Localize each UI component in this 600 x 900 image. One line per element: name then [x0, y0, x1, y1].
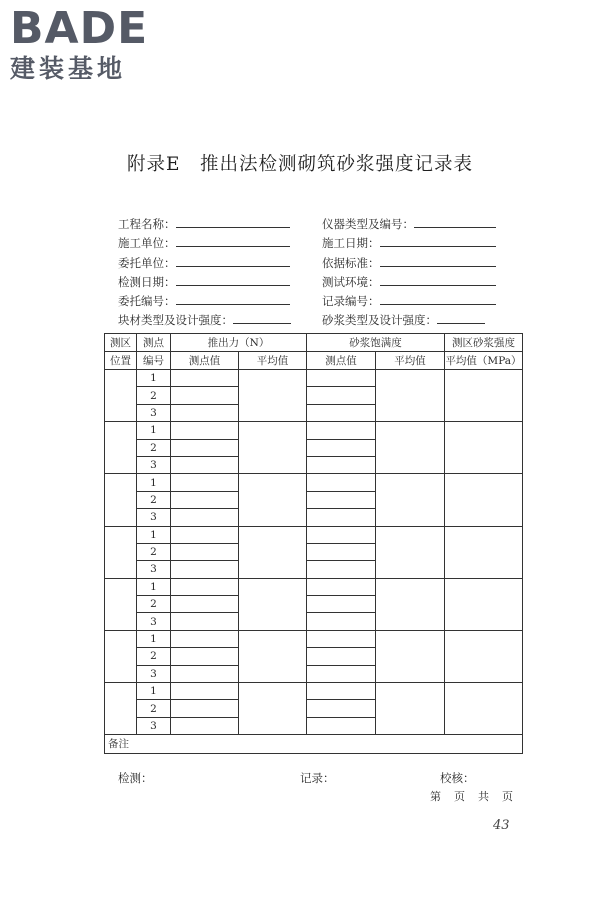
point-number-cell: 1 — [137, 630, 171, 647]
field-label: 施工单位： — [118, 236, 176, 250]
push-point-value-cell — [171, 648, 239, 665]
sat-point-value-cell — [307, 665, 376, 682]
sat-point-value-cell — [307, 474, 376, 491]
sat-point-value-cell — [307, 683, 376, 700]
blank-line — [176, 294, 290, 305]
field-label: 委托单位： — [118, 256, 176, 270]
push-point-value-cell — [171, 404, 239, 421]
strength-average-cell — [445, 630, 523, 682]
field-label: 委托编号： — [118, 294, 176, 308]
sat-average-cell — [376, 683, 445, 735]
table-row — [105, 630, 523, 647]
header-strength-average: 平均值（MPa） — [445, 352, 523, 370]
field-label: 仪器类型及编号： — [322, 217, 414, 231]
point-number-cell: 3 — [137, 717, 171, 734]
point-number-cell: 3 — [137, 613, 171, 630]
header-point: 测点 — [137, 334, 171, 352]
blank-line — [176, 236, 290, 247]
point-number-cell: 3 — [137, 404, 171, 421]
strength-average-cell — [445, 422, 523, 474]
sat-point-value-cell — [307, 700, 376, 717]
sat-point-value-cell — [307, 387, 376, 404]
strength-average-cell — [445, 578, 523, 630]
page-title: 附录E 推出法检测砌筑砂浆强度记录表 — [126, 154, 473, 175]
header-sat-point-value: 测点值 — [307, 352, 376, 370]
blank-line — [380, 294, 496, 305]
point-number-cell: 1 — [137, 683, 171, 700]
field-project-name — [118, 217, 290, 231]
logo-subtitle: 建装基地 — [10, 54, 127, 83]
push-point-value-cell — [171, 596, 239, 613]
push-point-value-cell — [171, 717, 239, 734]
push-average-cell — [239, 578, 307, 630]
sat-point-value-cell — [307, 439, 376, 456]
sat-average-cell — [376, 370, 445, 422]
field-label: 记录编号： — [322, 294, 380, 308]
push-point-value-cell — [171, 578, 239, 595]
point-number-cell: 1 — [137, 422, 171, 439]
sat-point-value-cell — [307, 404, 376, 421]
sat-point-value-cell — [307, 596, 376, 613]
zone-position-cell — [105, 683, 137, 735]
sat-point-value-cell — [307, 543, 376, 560]
push-point-value-cell — [171, 370, 239, 387]
point-number-cell: 3 — [137, 665, 171, 682]
table-row — [105, 578, 523, 595]
table-row — [105, 474, 523, 491]
field-label: 依据标准： — [322, 256, 380, 270]
zone-position-cell — [105, 474, 137, 526]
remark-row — [105, 735, 523, 754]
sat-point-value-cell — [307, 717, 376, 734]
field-block-type — [118, 313, 291, 327]
strength-average-cell — [445, 526, 523, 578]
point-number-cell: 2 — [137, 491, 171, 508]
blank-line — [233, 313, 291, 324]
point-number-cell: 1 — [137, 474, 171, 491]
push-point-value-cell — [171, 630, 239, 647]
point-number-cell: 1 — [137, 526, 171, 543]
zone-position-cell — [105, 526, 137, 578]
field-environment — [322, 275, 496, 289]
sat-average-cell — [376, 474, 445, 526]
point-number-cell: 2 — [137, 596, 171, 613]
field-commission-no — [118, 294, 290, 308]
blank-line — [380, 275, 496, 286]
push-point-value-cell — [171, 613, 239, 630]
push-average-cell — [239, 683, 307, 735]
page-number: 43 — [493, 818, 510, 833]
sat-point-value-cell — [307, 578, 376, 595]
push-point-value-cell — [171, 561, 239, 578]
push-point-value-cell — [171, 683, 239, 700]
push-point-value-cell — [171, 509, 239, 526]
blank-line — [437, 313, 485, 324]
push-point-value-cell — [171, 543, 239, 560]
push-point-value-cell — [171, 700, 239, 717]
sat-average-cell — [376, 630, 445, 682]
zone-position-cell — [105, 370, 137, 422]
zone-position-cell — [105, 578, 137, 630]
push-average-cell — [239, 630, 307, 682]
header-push-point-value: 测点值 — [171, 352, 239, 370]
push-point-value-cell — [171, 665, 239, 682]
header-push-force: 推出力（N） — [171, 334, 307, 352]
field-standard — [322, 256, 496, 270]
field-label: 检测日期： — [118, 275, 176, 289]
field-label: 测试环境： — [322, 275, 380, 289]
strength-average-cell — [445, 370, 523, 422]
field-client-unit — [118, 256, 290, 270]
strength-average-cell — [445, 683, 523, 735]
sat-point-value-cell — [307, 456, 376, 473]
sat-point-value-cell — [307, 648, 376, 665]
header-mortar-saturation: 砂浆饱满度 — [307, 334, 445, 352]
point-number-cell: 1 — [137, 370, 171, 387]
table-row — [105, 422, 523, 439]
page-count-line: 第 页 共 页 — [430, 790, 514, 803]
logo-wordmark: BADE — [10, 3, 149, 54]
field-test-date — [118, 275, 290, 289]
point-number-cell: 1 — [137, 578, 171, 595]
push-point-value-cell — [171, 422, 239, 439]
sat-point-value-cell — [307, 509, 376, 526]
point-number-cell: 2 — [137, 700, 171, 717]
header-strength: 测区砂浆强度 — [445, 334, 523, 352]
field-construction-date — [322, 236, 496, 250]
table-row — [105, 683, 523, 700]
push-average-cell — [239, 474, 307, 526]
header-zone: 测区 — [105, 334, 137, 352]
push-point-value-cell — [171, 387, 239, 404]
point-number-cell: 2 — [137, 648, 171, 665]
point-number-cell: 3 — [137, 509, 171, 526]
push-point-value-cell — [171, 491, 239, 508]
bade-logo — [10, 3, 149, 84]
field-mortar-type — [322, 313, 485, 327]
point-number-cell: 2 — [137, 387, 171, 404]
footer-inspector: 检测： — [118, 771, 153, 785]
header-push-average: 平均值 — [239, 352, 307, 370]
field-construction-unit — [118, 236, 290, 250]
push-average-cell — [239, 370, 307, 422]
remark-cell: 备注 — [105, 735, 523, 754]
sat-point-value-cell — [307, 630, 376, 647]
field-record-no — [322, 294, 496, 308]
footer-checker: 校核： — [440, 771, 475, 785]
zone-position-cell — [105, 422, 137, 474]
point-number-cell: 2 — [137, 543, 171, 560]
blank-line — [176, 217, 290, 228]
field-label: 施工日期： — [322, 236, 380, 250]
header-point-number: 编号 — [137, 352, 171, 370]
sat-average-cell — [376, 526, 445, 578]
blank-line — [414, 217, 496, 228]
sat-point-value-cell — [307, 561, 376, 578]
sat-average-cell — [376, 422, 445, 474]
push-point-value-cell — [171, 474, 239, 491]
record-table — [104, 333, 523, 754]
zone-position-cell — [105, 630, 137, 682]
push-point-value-cell — [171, 526, 239, 543]
push-point-value-cell — [171, 439, 239, 456]
field-instrument — [322, 217, 496, 231]
push-average-cell — [239, 422, 307, 474]
field-label: 工程名称： — [118, 217, 176, 231]
point-number-cell: 3 — [137, 561, 171, 578]
sat-average-cell — [376, 578, 445, 630]
blank-line — [380, 236, 496, 247]
push-average-cell — [239, 526, 307, 578]
point-number-cell: 2 — [137, 439, 171, 456]
footer-recorder: 记录： — [300, 771, 335, 785]
sat-point-value-cell — [307, 491, 376, 508]
sat-point-value-cell — [307, 526, 376, 543]
field-label: 砂浆类型及设计强度： — [322, 313, 437, 327]
point-number-cell: 3 — [137, 456, 171, 473]
header-zone-position: 位置 — [105, 352, 137, 370]
table-row — [105, 526, 523, 543]
sat-point-value-cell — [307, 370, 376, 387]
blank-line — [380, 256, 496, 267]
push-point-value-cell — [171, 456, 239, 473]
header-sat-average: 平均值 — [376, 352, 445, 370]
sat-point-value-cell — [307, 613, 376, 630]
sat-point-value-cell — [307, 422, 376, 439]
blank-line — [176, 256, 290, 267]
blank-line — [176, 275, 290, 286]
table-row — [105, 370, 523, 387]
strength-average-cell — [445, 474, 523, 526]
field-label: 块材类型及设计强度： — [118, 313, 233, 327]
